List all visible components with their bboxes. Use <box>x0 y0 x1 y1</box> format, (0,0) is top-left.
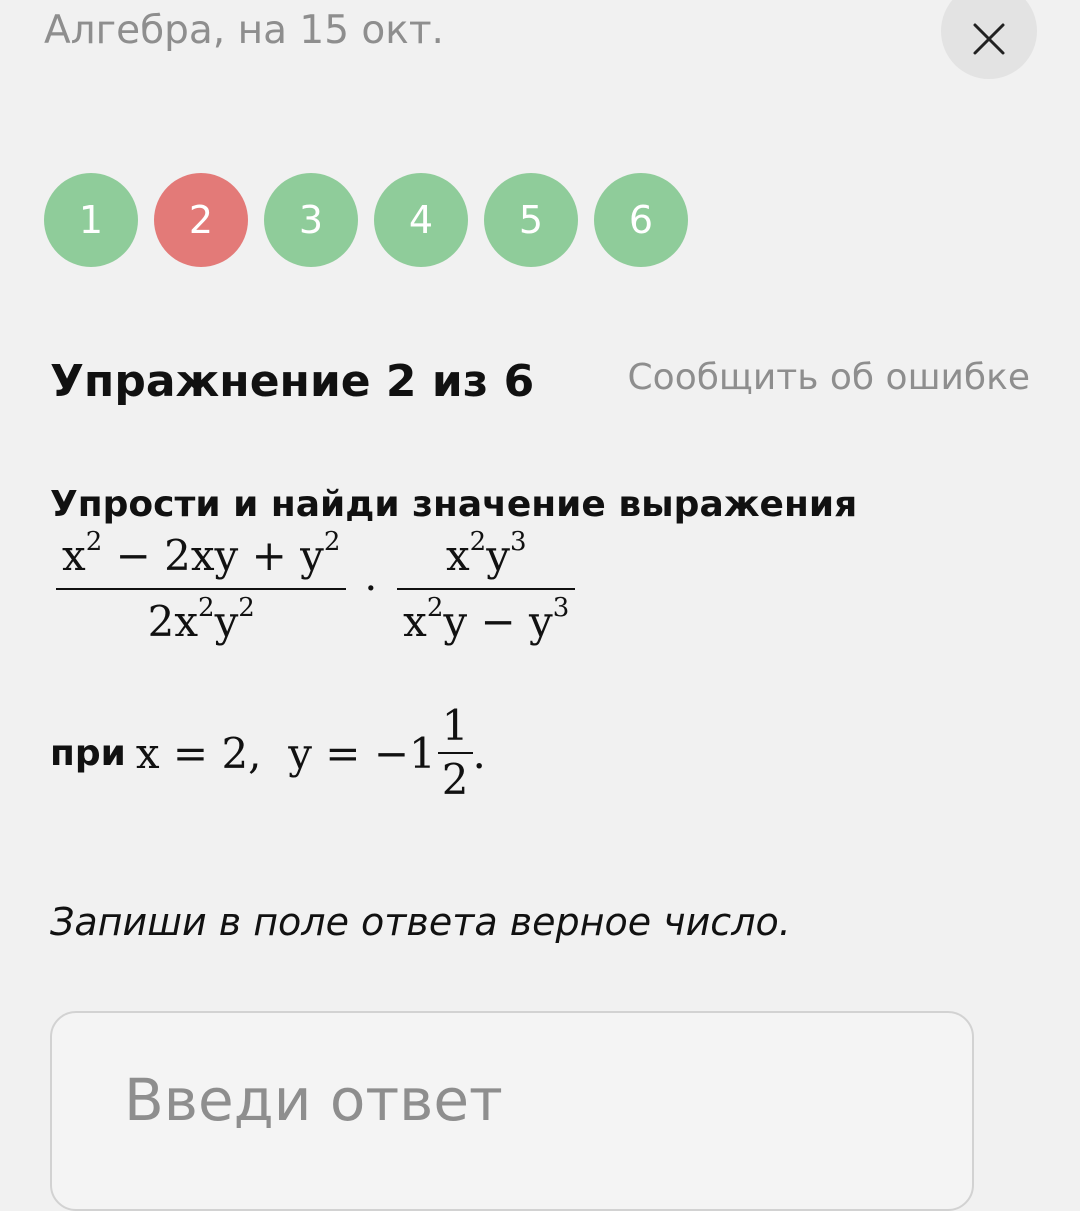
answer-instruction: Запиши в поле ответа верное число. <box>50 900 791 944</box>
math-expression: $\frac{x^2 - 2xy + y^2}{2x^2y^2}$ · $\frac{x^2y^3}{x^2y - y^3}$ <box>56 528 575 650</box>
answer-input[interactable] <box>122 1065 906 1135</box>
condition-word: при <box>50 732 126 774</box>
fraction-right: $\frac{x^2y^3}{x^2y - y^3}$ <box>397 528 575 650</box>
step-6[interactable] <box>594 173 688 267</box>
condition-values: x = 2, y = −1 <box>135 728 436 778</box>
step-2[interactable] <box>154 173 248 267</box>
step-4[interactable] <box>374 173 468 267</box>
condition: при x = 2, y = −1 $\frac{1}{2}$ . <box>50 701 486 804</box>
close-button[interactable] <box>941 0 1037 79</box>
close-icon <box>972 22 1006 56</box>
report-error-link[interactable]: Сообщить об ошибке <box>627 357 1030 398</box>
task-text: Упрости и найди значение выражения <box>50 484 858 525</box>
step-label: 2 <box>188 198 214 242</box>
step-label: 1 <box>78 198 104 242</box>
step-label: 3 <box>298 198 324 242</box>
answer-box[interactable] <box>50 1011 974 1211</box>
fraction-left: $\frac{x^2 - 2xy + y^2}{2x^2y^2}$ <box>56 528 346 650</box>
page-title: Алгебра, на 15 окт. <box>44 8 444 53</box>
step-3[interactable] <box>264 173 358 267</box>
mixed-fraction: $\frac{1}{2}$ <box>438 700 473 806</box>
step-label: 5 <box>518 198 544 242</box>
exercise-title: Упражнение 2 из 6 <box>50 356 535 407</box>
step-5[interactable] <box>484 173 578 267</box>
step-label: 4 <box>408 198 434 242</box>
step-label: 6 <box>628 198 654 242</box>
exercise-steps <box>44 173 688 267</box>
step-1[interactable] <box>44 173 138 267</box>
